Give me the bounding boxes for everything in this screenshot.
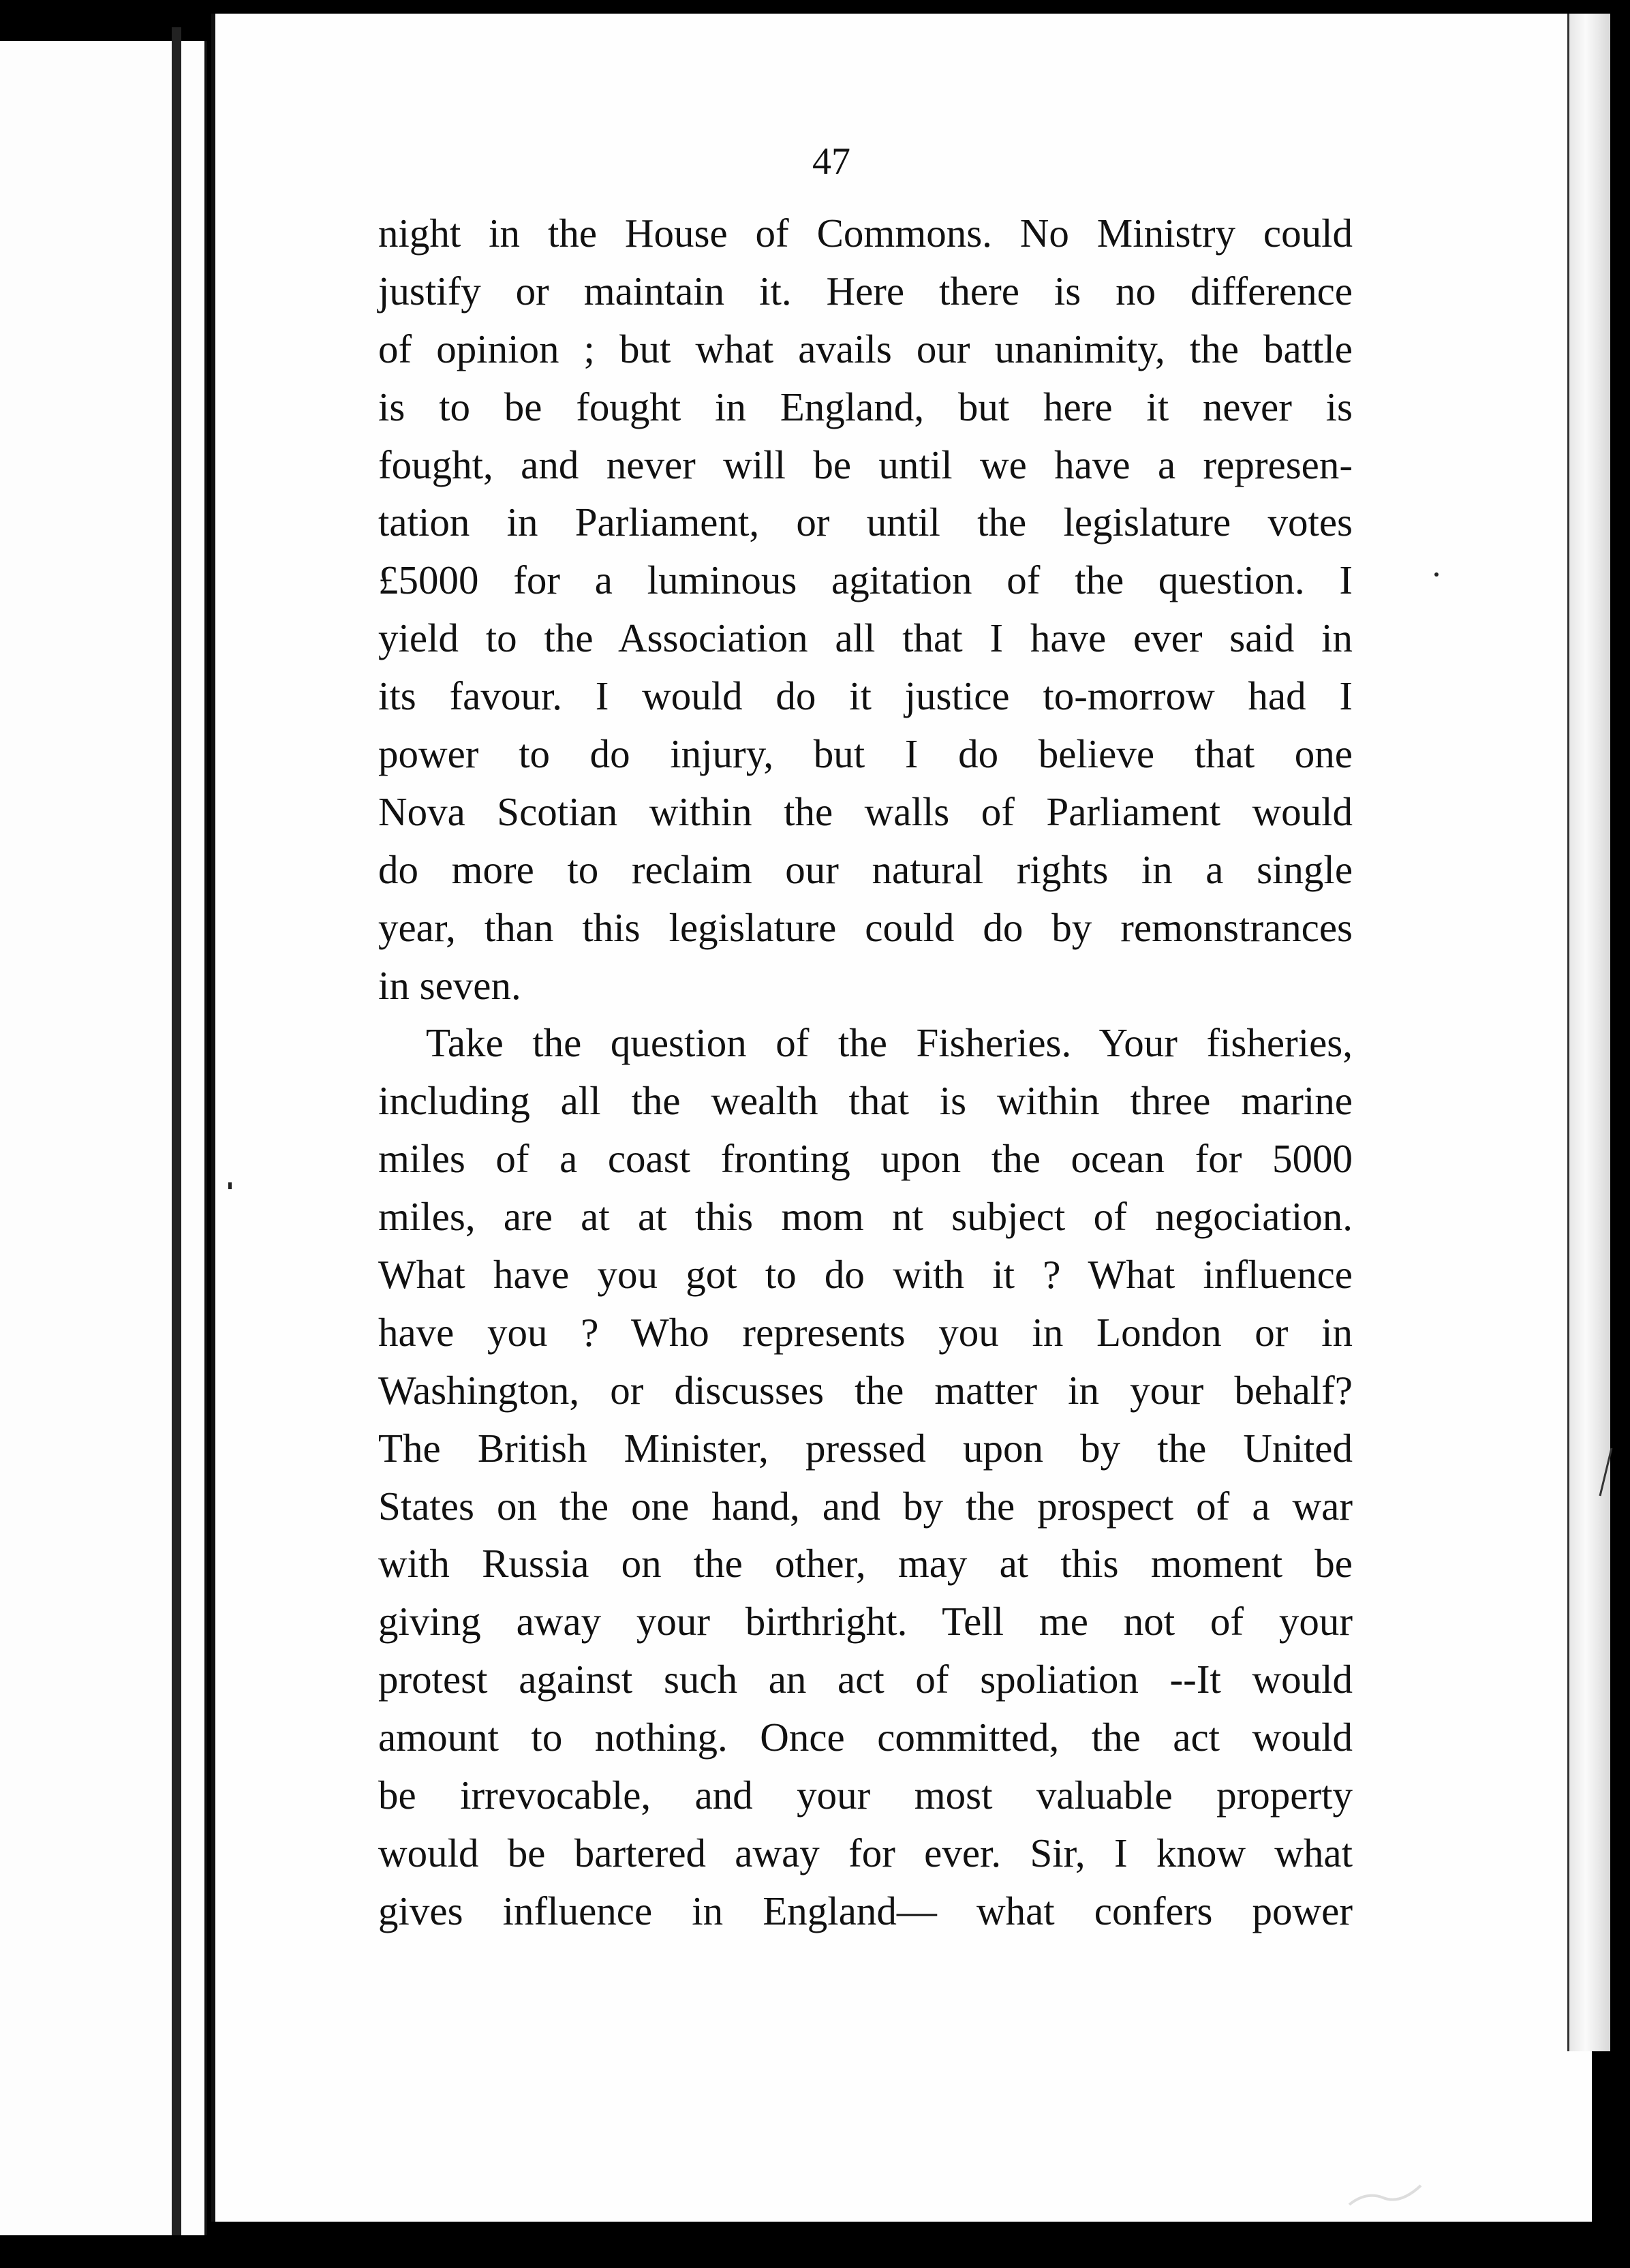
text-line: its favour. I would do it justice to-morrow had I: [378, 673, 1353, 719]
text-line: What have you got to do with it ? What influence: [378, 1252, 1353, 1298]
text-line: Take the question of the Fisheries. Your fisheries,: [426, 1020, 1353, 1066]
text-line: Washington, or discusses the matter in your behalf?: [378, 1367, 1353, 1413]
edge-mark: [1595, 1445, 1615, 1499]
scan-speck: [228, 1182, 232, 1189]
text-line: yield to the Association all that I have ever said in: [378, 615, 1353, 661]
text-line: year, than this legislature could do by remonstrances: [378, 904, 1353, 950]
text-line: with Russia on the other, may at this moment be: [378, 1541, 1353, 1587]
text-line: do more to reclaim our natural rights in a single: [378, 846, 1353, 892]
page-gutter: [172, 27, 181, 2235]
text-line: protest against such an act of spoliation --It would: [378, 1657, 1353, 1702]
text-line: justify or maintain it. Here there is no difference: [378, 268, 1353, 313]
text-line: be irrevocable, and your most valuable property: [378, 1773, 1353, 1818]
text-line: miles of a coast fronting upon the ocean for 5000: [378, 1136, 1353, 1182]
text-line: of opinion ; but what avails our unanimity, the battle: [378, 326, 1353, 371]
text-line: power to do injury, but I do believe that one: [378, 731, 1353, 777]
text-line: including all the wealth that is within three marine: [378, 1078, 1353, 1124]
text-line: The British Minister, pressed upon by the United: [378, 1425, 1353, 1471]
text-line: gives influence in England— what confers power: [378, 1888, 1353, 1933]
text-line: Nova Scotian within the walls of Parliament would: [378, 788, 1353, 834]
text-line: giving away your birthright. Tell me not of your: [378, 1599, 1353, 1644]
text-line: £5000 for a luminous agitation of the question. I: [378, 557, 1353, 603]
page-number: 47: [812, 140, 850, 183]
scan-speck: [1434, 572, 1439, 577]
text-line: night in the House of Commons. No Ministry could: [378, 211, 1353, 256]
ink-scrawl: [1346, 2177, 1428, 2211]
page-right-edge: [1567, 14, 1610, 2051]
text-line: amount to nothing. Once committed, the act would: [378, 1715, 1353, 1760]
text-line: in seven.: [378, 962, 521, 1008]
text-line: tation in Parliament, or until the legislature votes: [378, 500, 1353, 545]
text-line: miles, are at at this mom nt subject of negociation.: [378, 1194, 1353, 1240]
text-line: have you ? Who represents you in London or in: [378, 1309, 1353, 1355]
text-line: fought, and never will be until we have a represen-: [378, 442, 1353, 487]
text-line: is to be fought in England, but here it never is: [378, 384, 1353, 429]
text-line: would be bartered away for ever. Sir, I know what: [378, 1830, 1353, 1875]
text-line: States on the one hand, and by the prospect of a war: [378, 1483, 1353, 1529]
body-text: [378, 204, 1353, 1940]
